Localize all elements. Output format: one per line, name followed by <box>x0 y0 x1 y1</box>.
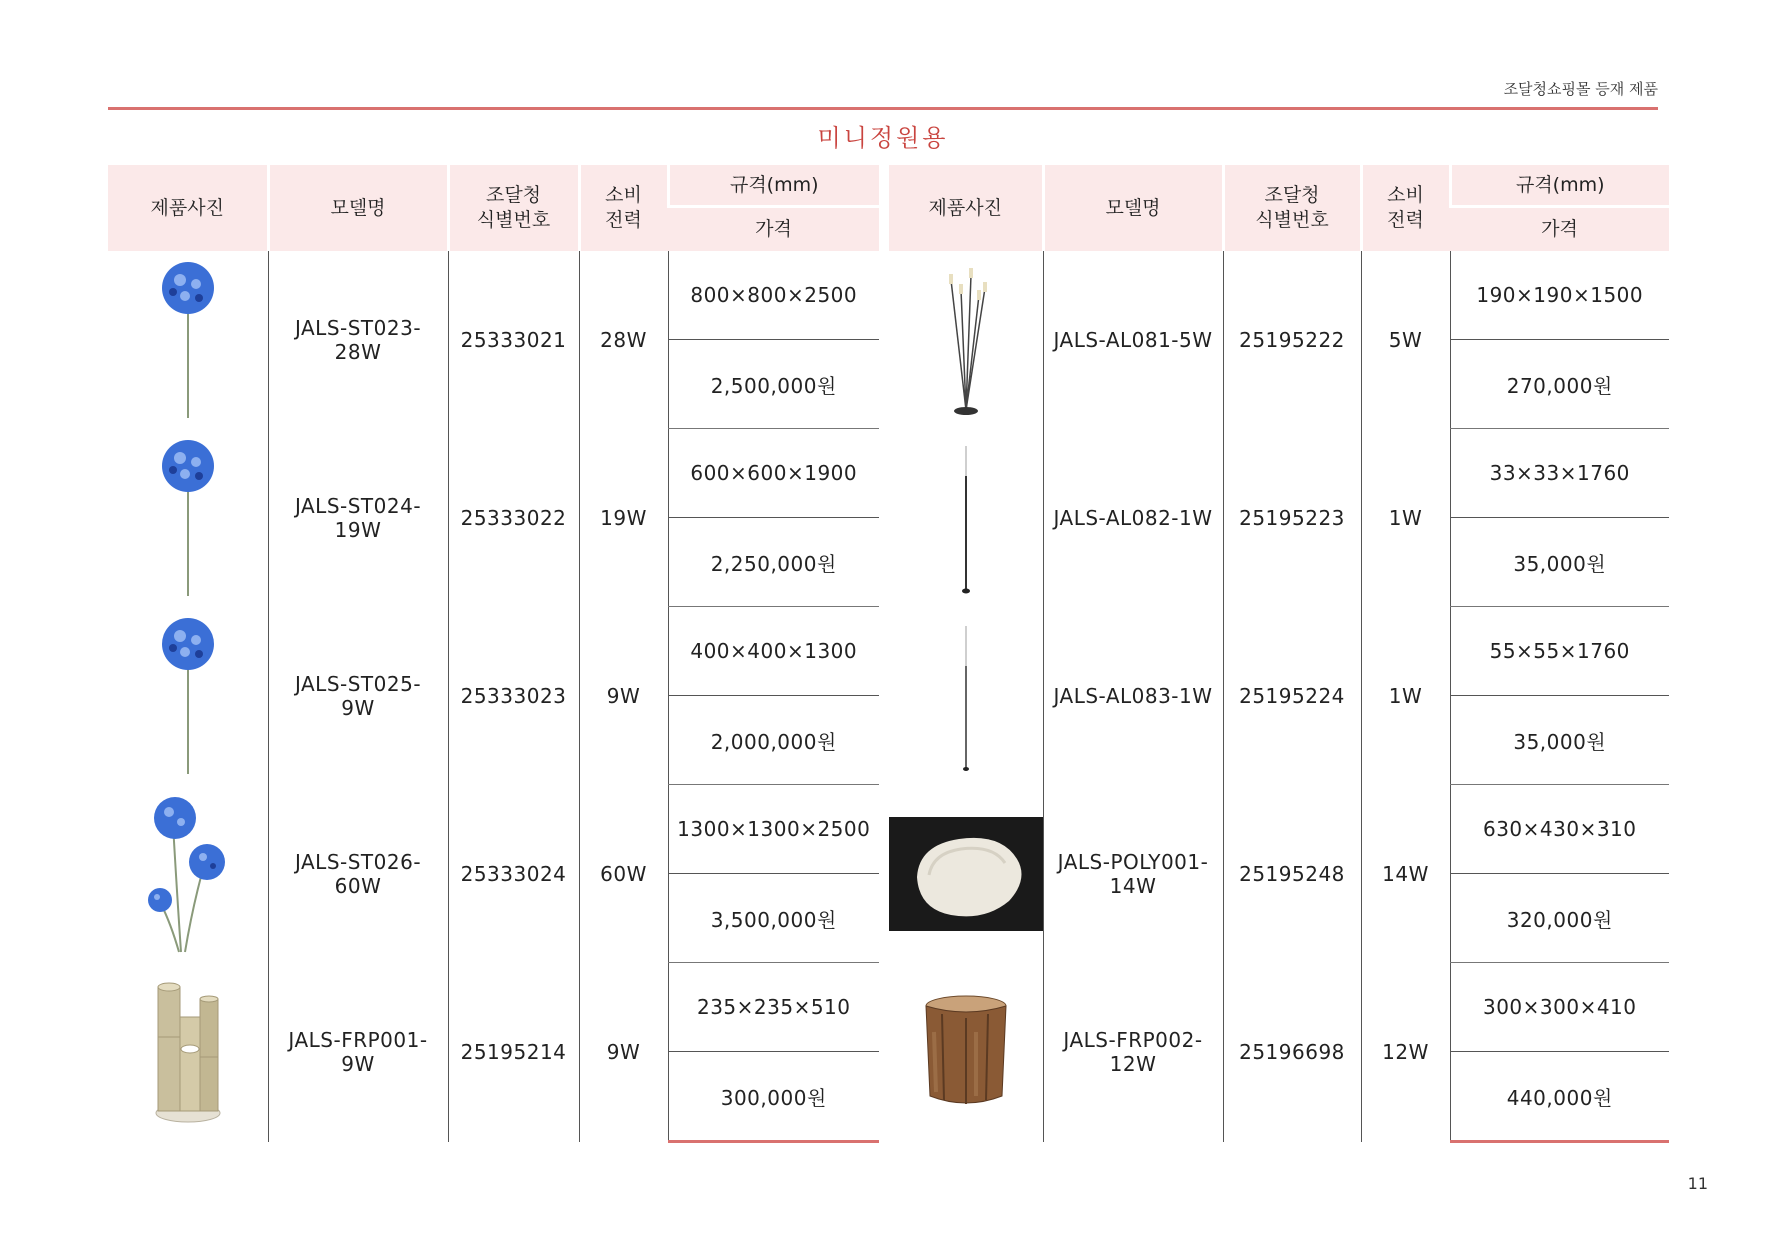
model-cell <box>268 963 448 1142</box>
header-power <box>579 165 668 251</box>
model-name: JALS-FRP001- 9W <box>288 1028 428 1076</box>
single-pole-lamp-icon <box>936 438 996 598</box>
header-code <box>448 165 579 251</box>
header-rule <box>108 107 1658 110</box>
price-cell: 440,000원 <box>1450 1052 1669 1142</box>
header-price: 가격 <box>1450 207 1669 252</box>
code-cell: 25195214 <box>448 963 579 1142</box>
product-photo <box>889 785 1043 963</box>
header-power-line1: 소비 <box>1387 184 1424 207</box>
product-photo <box>108 963 268 1142</box>
model-cell <box>268 429 448 607</box>
section-title: 미니정원용 <box>817 124 949 152</box>
header-photo: 제품사진 <box>108 165 268 251</box>
header-price: 가격 <box>668 207 879 252</box>
blue-flower-ball-lamp-icon <box>143 616 233 776</box>
product-photo <box>108 251 268 429</box>
model-cell <box>1043 429 1223 607</box>
product-photo <box>108 785 268 963</box>
product-photo <box>889 429 1043 607</box>
model-name: JALS-ST024- 19W <box>294 493 422 542</box>
bamboo-tube-lamp-icon <box>143 977 233 1127</box>
spec-cell: 235×235×510 <box>668 963 879 1052</box>
spec-cell: 800×800×2500 <box>668 251 879 340</box>
blue-flower-ball-lamp-icon <box>143 260 233 420</box>
tree-stump-lamp-icon <box>916 992 1016 1112</box>
header-power <box>1361 165 1450 251</box>
model-cell <box>1043 963 1223 1142</box>
page-number: 11 <box>1687 1174 1708 1193</box>
code-cell: 25333023 <box>448 607 579 785</box>
model-name: JALS-AL083-1W <box>1053 683 1213 708</box>
price-cell: 3,500,000원 <box>668 874 879 963</box>
power-cell: 5W <box>1361 251 1450 429</box>
code-cell: 25196698 <box>1223 963 1361 1142</box>
price-cell: 2,250,000원 <box>668 518 879 607</box>
power-cell: 28W <box>579 251 668 429</box>
header-power-line2: 전력 <box>605 209 642 231</box>
header-spec: 규격(mm) <box>668 165 879 207</box>
code-cell: 25195223 <box>1223 429 1361 607</box>
spec-cell: 600×600×1900 <box>668 429 879 518</box>
model-name: JALS-FRP002- 12W <box>1063 1028 1203 1076</box>
product-table-right <box>889 165 1669 1143</box>
header-spec: 규격(mm) <box>1450 165 1669 207</box>
model-cell <box>1043 785 1223 963</box>
price-cell: 270,000원 <box>1450 340 1669 429</box>
spec-cell: 190×190×1500 <box>1450 251 1669 340</box>
code-cell: 25333021 <box>448 251 579 429</box>
power-cell: 12W <box>1361 963 1450 1142</box>
blue-flower-cluster-lamp-icon <box>143 794 233 954</box>
code-cell: 25333024 <box>448 785 579 963</box>
model-name: JALS-AL082-1W <box>1053 505 1213 530</box>
spec-cell: 300×300×410 <box>1450 963 1669 1052</box>
header-model: 모델명 <box>268 165 448 251</box>
model-name: JALS-ST025- 9W <box>294 671 422 720</box>
power-cell: 14W <box>1361 785 1450 963</box>
product-table-left <box>108 165 879 1143</box>
model-cell <box>1043 251 1223 429</box>
price-cell: 2,500,000원 <box>668 340 879 429</box>
product-photo <box>889 607 1043 785</box>
code-cell: 25195248 <box>1223 785 1361 963</box>
spec-cell: 33×33×1760 <box>1450 429 1669 518</box>
blue-flower-ball-lamp-icon <box>143 438 233 598</box>
header-code-line2: 식별번호 <box>476 209 551 231</box>
header-code-line2: 식별번호 <box>1255 209 1329 231</box>
header-code <box>1223 165 1361 251</box>
code-cell: 25195222 <box>1223 251 1361 429</box>
price-cell: 2,000,000원 <box>668 696 879 785</box>
model-cell <box>268 785 448 963</box>
header-power-line2: 전력 <box>1387 209 1424 231</box>
model-name: JALS-ST023- 28W <box>294 315 422 364</box>
model-cell <box>268 251 448 429</box>
product-photo <box>108 607 268 785</box>
reed-stem-lamp-icon <box>921 260 1011 420</box>
power-cell: 9W <box>579 607 668 785</box>
model-cell <box>1043 607 1223 785</box>
header-power-line1: 소비 <box>605 184 642 207</box>
spec-cell: 1300×1300×2500 <box>668 785 879 874</box>
code-cell: 25195224 <box>1223 607 1361 785</box>
spec-cell: 630×430×310 <box>1450 785 1669 874</box>
product-photo <box>889 963 1043 1142</box>
power-cell: 9W <box>579 963 668 1142</box>
spec-cell: 55×55×1760 <box>1450 607 1669 696</box>
price-cell: 320,000원 <box>1450 874 1669 963</box>
header-code-line1: 조달청 <box>1264 184 1320 207</box>
code-cell: 25333022 <box>448 429 579 607</box>
header-model: 모델명 <box>1043 165 1223 251</box>
model-name: JALS-AL081-5W <box>1053 327 1213 352</box>
product-photo <box>108 429 268 607</box>
header-code-line1: 조달청 <box>485 184 542 207</box>
model-cell <box>268 607 448 785</box>
power-cell: 1W <box>1361 429 1450 607</box>
power-cell: 1W <box>1361 607 1450 785</box>
power-cell: 60W <box>579 785 668 963</box>
spec-cell: 400×400×1300 <box>668 607 879 696</box>
header-text: 조달청쇼핑몰 등재 제품 <box>1503 80 1658 98</box>
price-cell: 35,000원 <box>1450 518 1669 607</box>
single-pole-lamp-icon <box>936 616 996 776</box>
price-cell: 300,000원 <box>668 1052 879 1142</box>
header-photo: 제품사진 <box>889 165 1043 251</box>
model-name: JALS-ST026- 60W <box>294 849 422 898</box>
model-name: JALS-POLY001- 14W <box>1057 849 1209 898</box>
power-cell: 19W <box>579 429 668 607</box>
product-photo <box>889 251 1043 429</box>
rock-lamp-icon <box>889 817 1043 931</box>
price-cell: 35,000원 <box>1450 696 1669 785</box>
